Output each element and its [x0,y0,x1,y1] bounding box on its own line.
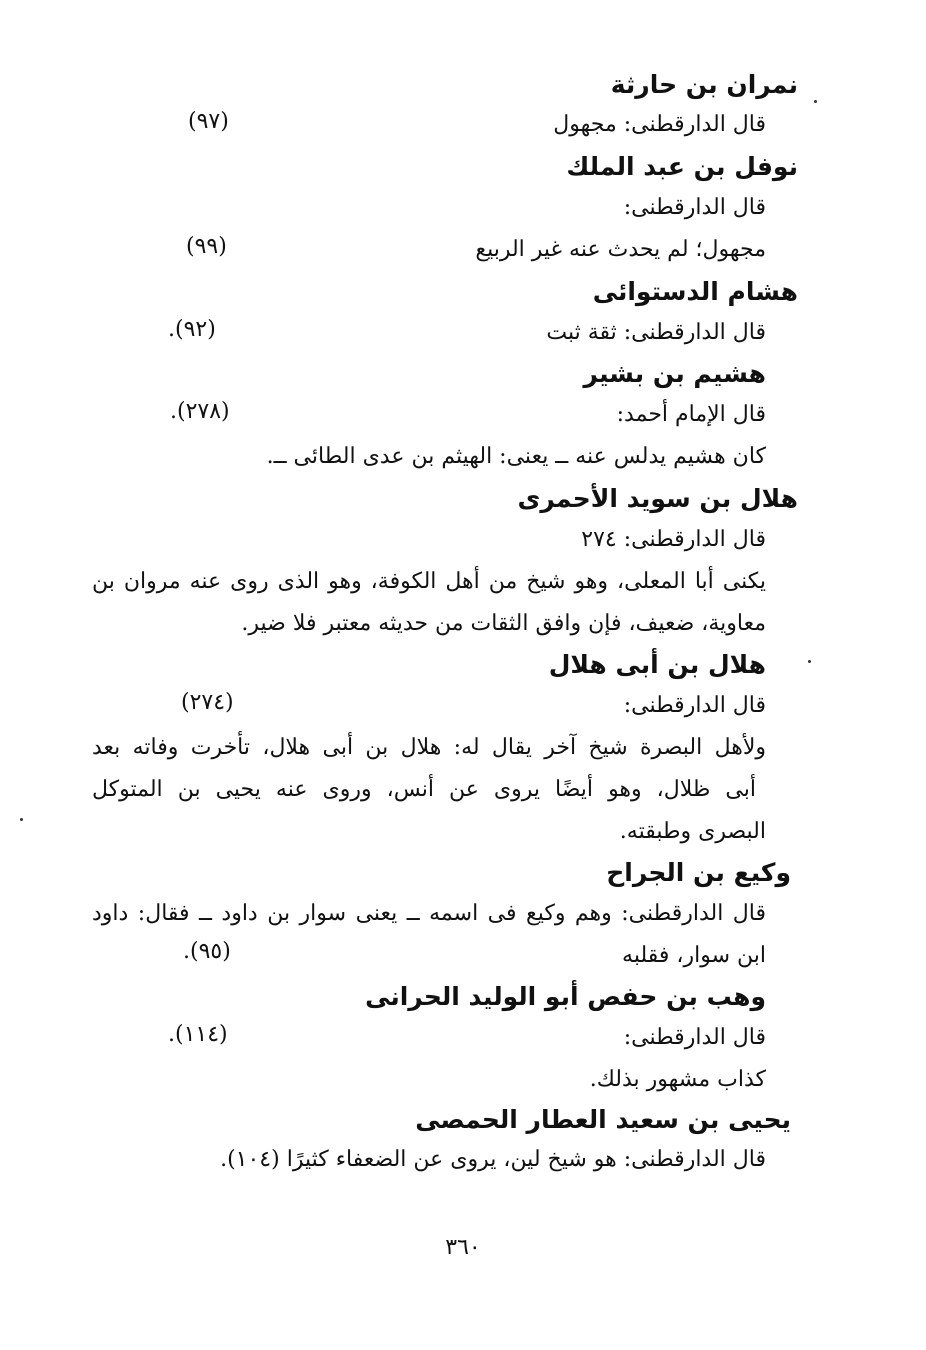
scan-speck [814,100,817,103]
entry-line: قال الدارقطنى: [623,693,766,718]
entry-heading: نوفل بن عبد الملك [566,152,798,181]
reference-number: (٩٢). [168,317,216,342]
entry-line: مجهول؛ لم يحدث عنه غير الربيع [475,237,766,262]
entry-line: قال الإمام أحمد: [616,402,766,427]
entry-heading: وهب بن حفص أبو الوليد الحرانى [365,982,766,1011]
reference-number: (٩٧) [188,109,229,134]
entry-line: قال الدارقطنى: [623,195,766,220]
entry-heading: وكيع بن الجراح [606,858,791,887]
entry-heading: نمران بن حارثة [610,70,798,99]
entry-heading: يحيى بن سعيد العطار الحمصى [415,1105,791,1134]
entry-heading: هلال بن سويد الأحمرى [517,484,798,513]
scan-speck [808,660,811,663]
reference-number: (٢٧٨). [170,399,230,424]
entry-line: معاوية، ضعيف، فإن وافق الثقات من حديثه معتبر فلا ضير. [241,611,766,636]
entry-line: يكنى أبا المعلى، وهو شيخ من أهل الكوفة، وهو الذى روى عنه مروان بن [92,569,766,594]
entry-line: قال الدارقطنى: [623,1025,766,1050]
page-number: ٣٦٠ [445,1235,481,1260]
entry-line: ولأهل البصرة شيخ آخر يقال له: هلال بن أبى هلال، تأخرت وفاته بعد [92,735,766,760]
entry-line: كان هشيم يدلس عنه ــ يعنى: الهيثم بن عدى الطائى ــ. [266,444,766,469]
entry-heading: هشيم بن بشير [583,359,766,388]
entry-line: قال الدارقطنى: هو شيخ لين، يروى عن الضعفاء كثيرًا (١٠٤). [220,1147,766,1172]
entry-line: قال الدارقطنى: ثقة ثبت [546,320,766,345]
entry-heading: هلال بن أبى هلال [548,650,766,679]
reference-number: (٩٩) [186,234,227,259]
entry-line: البصرى وطبقته. [619,819,766,844]
scan-speck [20,818,23,821]
reference-number: (٢٧٤) [181,690,234,715]
entry-line: قال الدارقطنى: وهم وكيع فى اسمه ــ يعنى سوار بن داود ــ فقال: داود [92,901,766,926]
entry-line: كذاب مشهور بذلك. [589,1067,766,1092]
entry-line: ابن سوار، فقلبه [622,943,766,968]
entry-line: قال الدارقطنى: مجهول [553,112,766,137]
reference-number: (٩٥). [183,939,231,964]
entry-line: أبى ظلال، وهو أيضًا يروى عن أنس، وروى عنه يحيى بن المتوكل [92,777,756,802]
reference-number: (١١٤). [168,1022,228,1047]
entry-heading: هشام الدستوائى [592,277,798,306]
entry-line: قال الدارقطنى: ٢٧٤ [581,527,766,552]
